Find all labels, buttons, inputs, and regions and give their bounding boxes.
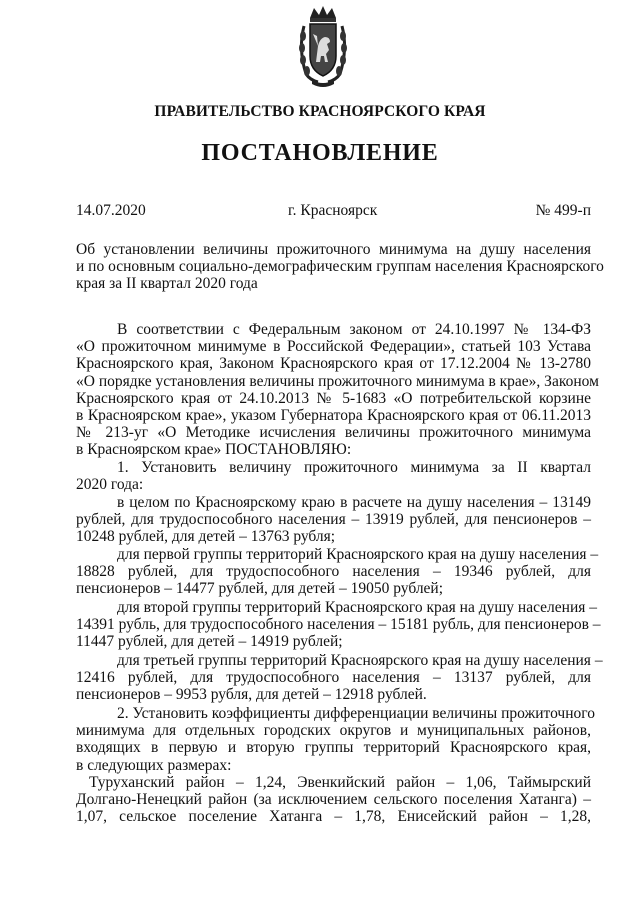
whole-region-paragraph [76,494,591,546]
text-line: 11447 рублей, для детей – 14919 рублей; [76,633,343,651]
text-line: пенсионеров – 9953 рубля, для детей – 12918 рублей. [76,686,427,704]
subject-line: и по основным социально-демографическим группам населения Красноярского [76,258,604,276]
text-line: для третьей группы территорий Красноярского края на душу населения – [117,652,603,669]
preamble-paragraph [76,321,599,459]
text-line: минимума для отдельных городских округов и муниципальных районов, [76,722,591,740]
text-line: входящих в первую и вторую группы территорий Красноярского края, [76,739,591,757]
text-line: для первой группы территорий Красноярского края на душу населения – [117,546,599,563]
group-2-paragraph [76,599,601,651]
krasnoyarsk-coat-of-arms-icon [296,4,350,88]
document-city: г. Красноярск [288,202,378,219]
document-type-title: ПОСТАНОВЛЕНИЕ [201,140,439,166]
text-line: рублей, для трудоспособного населения – 13919 рублей, для пенсионеров – [76,511,591,529]
text-line: 1. Установить величину прожиточного минимума за II квартал [117,459,591,476]
text-line: 1,07, сельское поселение Хатанга – 1,78, Енисейский район – 1,28, [76,808,591,826]
text-line: «О прожиточном минимуме в Российской Федерации», статьей 103 Устава [76,338,591,356]
text-line: 18828 рублей, для трудоспособного населения – 19346 рублей, для [76,563,591,581]
text-line: 10248 рублей, для детей – 13763 рубля; [76,528,336,546]
organization-title: ПРАВИТЕЛЬСТВО КРАСНОЯРСКОГО КРАЯ [154,103,486,120]
text-line: в Красноярском крае» ПОСТАНОВЛЯЮ: [76,441,352,459]
text-line: «О порядке установления величины прожиточного минимума в крае», Законом [76,372,599,390]
text-line: в Красноярском крае», указом Губернатора Красноярского края от 06.11.2013 [76,406,591,424]
text-line: 12416 рублей, для трудоспособного населения – 13137 рублей, для [76,669,591,687]
text-line: пенсионеров – 14477 рублей, для детей – 19050 рублей; [76,580,444,598]
group-3-paragraph [76,652,603,704]
item-2-paragraph [76,705,595,774]
text-line: № 213-уг «О Методике исчисления величины прожиточного минимума [76,424,591,442]
text-line: Красноярского края от 24.10.2013 № 5-1683 «О потребительской корзине [76,389,591,407]
text-line: Туруханский район – 1,24, Эвенкийский район – 1,06, Таймырский [89,774,591,791]
text-line: для второй группы территорий Красноярского края на душу населения – [117,599,598,616]
document-number: № 499-п [535,202,591,219]
subject-line: края за II квартал 2020 года [76,275,258,293]
text-line: В соответствии с Федеральным законом от 24.10.1997 № 134-ФЗ [117,321,591,338]
item-1-paragraph [76,459,591,493]
group-1-paragraph [76,546,599,598]
text-line: Долгано-Ненецкий район (за исключением сельского поселения Хатанга) – [76,791,591,809]
coefficients-paragraph [76,774,591,826]
text-line: 2. Установить коэффициенты дифференциации величины прожиточного [117,705,595,722]
text-line: в целом по Красноярскому краю в расчете на душу населения – 13149 [117,494,591,511]
document-subject [76,241,604,293]
document-date: 14.07.2020 [76,202,146,219]
text-line: 14391 рубль, для трудоспособного населения – 15181 рубль, для пенсионеров – [76,616,601,634]
text-line: 2020 года: [76,476,144,494]
subject-line: Об установлении величины прожиточного минимума на душу населения [76,241,591,258]
text-line: Красноярского края, Законом Красноярского края от 17.12.2004 № 13-2780 [76,355,591,373]
text-line: в следующих размерах: [76,756,232,774]
